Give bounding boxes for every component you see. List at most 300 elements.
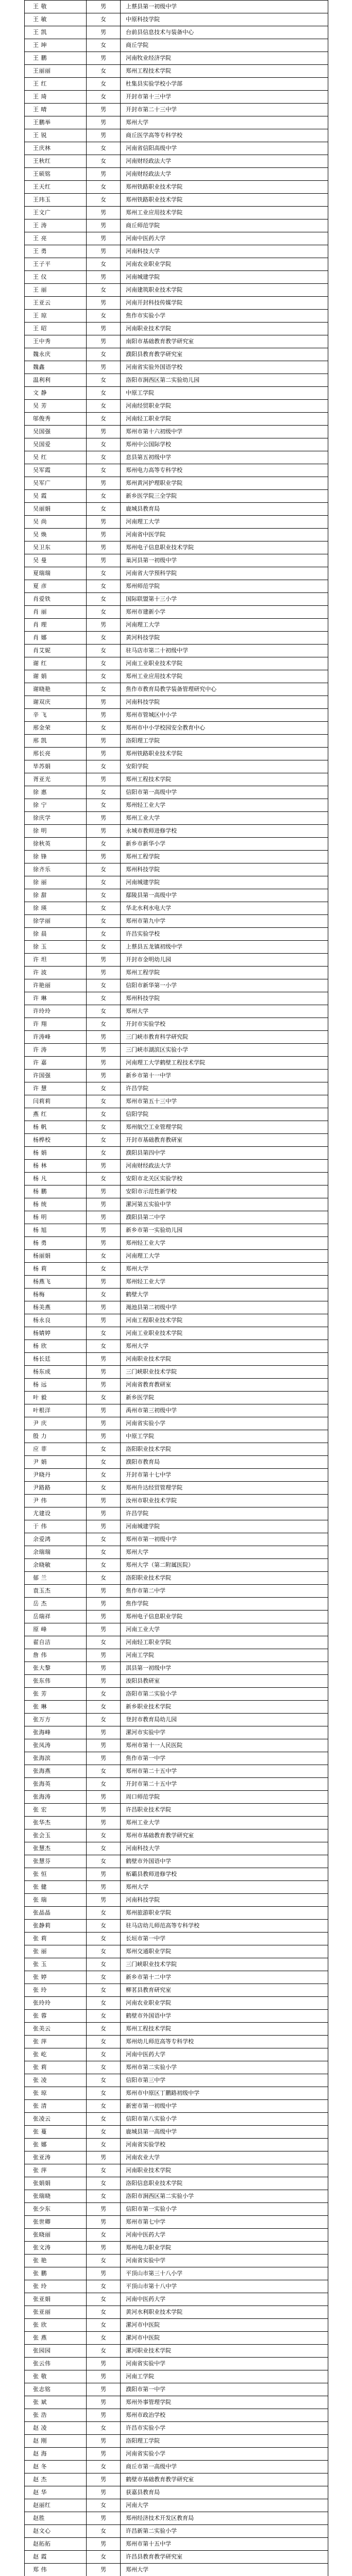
gender-cell: 男 [87, 361, 121, 374]
name-cell: 杨桦校 [25, 1134, 87, 1147]
gender-cell: 男 [87, 1276, 121, 1289]
name-cell: 王 晴 [25, 104, 87, 116]
organization-cell: 河南省实验小学 [121, 2448, 328, 2461]
name-cell: 张 萍 [25, 2036, 87, 2048]
gender-cell: 女 [87, 464, 121, 477]
name-cell: 夏 彦 [25, 580, 87, 593]
name-cell: 王硕铭 [25, 168, 87, 181]
organization-cell: 黄河水利职业技术学院 [121, 2306, 328, 2319]
name-cell: 杨 统 [25, 1198, 87, 1211]
organization-cell: 焦作学院 [121, 1598, 328, 1611]
organization-cell: 新密市第一初级中学 [121, 2100, 328, 2113]
organization-cell: 河南科技学院 [121, 1894, 328, 1907]
table-row [25, 786, 328, 799]
table-row [25, 1237, 328, 1250]
table-row [25, 1868, 328, 1881]
table-row [25, 979, 328, 992]
organization-cell: 登封市教育局幼儿园 [121, 1714, 328, 1726]
name-cell: 应 菲 [25, 1443, 87, 1456]
organization-cell: 濮阳县教育教学研究室 [121, 348, 328, 361]
name-cell: 夏瑞瑞 [25, 567, 87, 580]
gender-cell: 女 [87, 2087, 121, 2100]
gender-cell: 女 [87, 889, 121, 902]
name-cell: 徐学丽 [25, 915, 87, 928]
name-cell: 谢晓艳 [25, 683, 87, 696]
table-row [25, 1533, 328, 1546]
name-cell: 张 欣 [25, 2319, 87, 2332]
gender-cell: 女 [87, 1340, 121, 1353]
table-row [25, 2525, 328, 2538]
name-cell: 吴 曼 [25, 554, 87, 567]
gender-cell: 女 [87, 1778, 121, 1791]
organization-cell: 河南工程职业技术学院 [121, 1314, 328, 1327]
organization-cell: 郑州轻工业大学 [121, 1276, 328, 1289]
gender-cell: 女 [87, 2036, 121, 2048]
gender-cell: 女 [87, 348, 121, 361]
organization-cell: 河南省中医学院 [121, 529, 328, 541]
gender-cell: 女 [87, 799, 121, 812]
organization-cell: 郑州外事管理学院 [121, 2396, 328, 2409]
organization-cell: 许昌职业技术学院 [121, 1804, 328, 1817]
organization-cell: 濮阳县第二中学 [121, 1211, 328, 1224]
gender-cell: 女 [87, 1018, 121, 1031]
organization-cell: 河南省大学预科学院 [121, 567, 328, 580]
name-cell: 燕 红 [25, 1108, 87, 1121]
gender-cell: 女 [87, 413, 121, 426]
gender-cell: 男 [87, 52, 121, 65]
name-cell: 杨梅 [25, 1289, 87, 1301]
table-row [25, 1585, 328, 1598]
name-cell: 张 芳 [25, 1688, 87, 1701]
table-row [25, 1289, 328, 1301]
gender-cell: 男 [87, 104, 121, 116]
name-cell: 杨 鹏 [25, 1185, 87, 1198]
gender-cell: 女 [87, 1636, 121, 1649]
gender-cell: 女 [87, 91, 121, 104]
name-cell: 杨 远 [25, 1379, 87, 1392]
gender-cell: 男 [87, 477, 121, 490]
table-row [25, 1675, 328, 1688]
table-row [25, 2164, 328, 2177]
name-cell: 吴卫东 [25, 541, 87, 554]
gender-cell: 女 [87, 2074, 121, 2087]
organization-cell: 郑州电力职业学院 [121, 2242, 328, 2255]
organization-cell: 郑州工程技术学院 [121, 773, 328, 786]
gender-cell: 女 [87, 2126, 121, 2139]
organization-cell: 郑州交通职业学院 [121, 1945, 328, 1958]
gender-cell: 女 [87, 503, 121, 516]
gender-cell: 男 [87, 2383, 121, 2396]
organization-cell: 郑州航空工业管理学院 [121, 1121, 328, 1134]
name-cell: 王 丽 [25, 284, 87, 297]
organization-cell: 商丘学院 [121, 39, 328, 52]
gender-cell: 女 [87, 786, 121, 799]
organization-cell: 河南农业职业学院 [121, 258, 328, 271]
gender-cell: 男 [87, 232, 121, 245]
name-cell: 徐秋英 [25, 838, 87, 851]
organization-cell: 郑州轻工业大学 [121, 1237, 328, 1250]
name-cell: 王 仪 [25, 271, 87, 284]
name-cell: 邢 凯 [25, 735, 87, 748]
name-cell: 许玲玲 [25, 1005, 87, 1018]
name-cell: 余瑞瑞 [25, 1546, 87, 1559]
organization-cell: 三门峡职业技术学院 [121, 1958, 328, 1971]
name-cell: 赵 刚 [25, 2435, 87, 2448]
table-row [25, 1688, 328, 1701]
name-cell: 余晓敏 [25, 1559, 87, 1572]
gender-cell: 女 [87, 13, 121, 26]
gender-cell: 男 [87, 2151, 121, 2164]
gender-cell: 女 [87, 2177, 121, 2190]
table-row [25, 52, 328, 65]
name-cell: 徐 锋 [25, 851, 87, 863]
gender-cell: 女 [87, 451, 121, 464]
table-row [25, 516, 328, 529]
table-row [25, 1649, 328, 1662]
table-row [25, 1701, 328, 1714]
table-row [25, 39, 328, 52]
name-cell: 原 峰 [25, 1623, 87, 1636]
table-row [25, 2538, 328, 2551]
table-row [25, 2383, 328, 2396]
gender-cell: 女 [87, 65, 121, 78]
gender-cell: 男 [87, 1185, 121, 1198]
name-cell: 张玲玲 [25, 1997, 87, 2010]
gender-cell: 女 [87, 670, 121, 683]
gender-cell: 男 [87, 1379, 121, 1392]
name-cell: 谢 娟 [25, 670, 87, 683]
name-cell: 张海滨 [25, 1752, 87, 1765]
organization-cell: 河南省实验中学 [121, 2255, 328, 2267]
gender-cell: 女 [87, 2113, 121, 2126]
gender-cell: 女 [87, 387, 121, 400]
table-row [25, 838, 328, 851]
organization-cell: 洛阳职业技术学院 [121, 1443, 328, 1456]
gender-cell: 男 [87, 1237, 121, 1250]
name-cell: 翟自洁 [25, 1636, 87, 1649]
name-cell: 王 勇 [25, 245, 87, 258]
organization-cell: 郑州大学（第二附属医院） [121, 1559, 328, 1572]
name-cell: 文 静 [25, 387, 87, 400]
table-row [25, 2358, 328, 2370]
gender-cell: 女 [87, 1572, 121, 1585]
name-cell: 郑 伟 [25, 2564, 87, 2576]
organization-cell: 郑州科技学院 [121, 992, 328, 1005]
name-cell: 肖艾妮 [25, 645, 87, 657]
name-cell: 许 涛 [25, 1044, 87, 1057]
name-cell: 肖 娜 [25, 632, 87, 645]
table-row [25, 2087, 328, 2100]
table-row [25, 129, 328, 142]
table-row [25, 168, 328, 181]
gender-cell: 女 [87, 1250, 121, 1263]
organization-cell: 河南中医药大学 [121, 2229, 328, 2242]
organization-cell: 浚阳县教研室 [121, 1675, 328, 1688]
table-row [25, 2036, 328, 2048]
gender-cell: 男 [87, 1752, 121, 1765]
organization-cell: 河南财经政法大学 [121, 155, 328, 168]
name-cell: 许 慧 [25, 1082, 87, 1095]
organization-cell: 淇县第一初级中学 [121, 1662, 328, 1675]
gender-cell: 女 [87, 2061, 121, 2074]
name-cell: 闫莉莉 [25, 1095, 87, 1108]
name-cell: 许艳丽 [25, 979, 87, 992]
gender-cell: 男 [87, 825, 121, 838]
organization-cell: 洛阳理工学院 [121, 735, 328, 748]
gender-cell: 女 [87, 1829, 121, 1842]
gender-cell: 女 [87, 722, 121, 735]
table-row [25, 2499, 328, 2512]
gender-cell: 男 [87, 1662, 121, 1675]
name-cell: 尹路路 [25, 1482, 87, 1495]
table-row [25, 258, 328, 271]
gender-cell: 男 [87, 1417, 121, 1430]
name-cell: 张晶晶 [25, 1907, 87, 1920]
table-row [25, 1018, 328, 1031]
table-row [25, 1379, 328, 1392]
table-row [25, 348, 328, 361]
organization-cell: 商丘师范学院 [121, 219, 328, 232]
table-row [25, 323, 328, 335]
name-cell: 吴军广 [25, 477, 87, 490]
gender-cell: 男 [87, 1070, 121, 1082]
organization-cell: 汝州市职业技术学院 [121, 1495, 328, 1507]
organization-cell: 河南职业技术学院 [121, 1353, 328, 1366]
table-row [25, 2370, 328, 2383]
name-cell: 杨美燕 [25, 1301, 87, 1314]
table-row [25, 1714, 328, 1726]
name-cell: 王天红 [25, 181, 87, 194]
name-cell: 张慧杰 [25, 1842, 87, 1855]
table-row [25, 2396, 328, 2409]
name-cell: 张 玲 [25, 2280, 87, 2293]
name-cell: 王亚云 [25, 297, 87, 310]
organization-cell: 河南科技大学 [121, 245, 328, 258]
table-row [25, 1031, 328, 1044]
table-row [25, 1224, 328, 1237]
organization-cell: 焦作市教育局教学装备管理研究中心 [121, 683, 328, 696]
organization-cell: 河南农业职业学院 [121, 1997, 328, 2010]
gender-cell: 女 [87, 1933, 121, 1945]
name-cell: 张 浩 [25, 2409, 87, 2422]
table-row [25, 1907, 328, 1920]
gender-cell: 男 [87, 1881, 121, 1894]
gender-cell: 女 [87, 1945, 121, 1958]
gender-cell: 男 [87, 2512, 121, 2525]
name-cell: 许 坦 [25, 954, 87, 967]
gender-cell: 男 [87, 1, 121, 13]
name-cell: 杨长廷 [25, 1353, 87, 1366]
name-cell: 吴丽娟 [25, 503, 87, 516]
organization-cell: 郑州市基础教育教学研究室 [121, 1829, 328, 1842]
gender-cell: 女 [87, 1920, 121, 1933]
table-row [25, 825, 328, 838]
gender-cell: 女 [87, 2525, 121, 2538]
gender-cell: 女 [87, 374, 121, 387]
gender-cell: 女 [87, 2164, 121, 2177]
organization-cell: 郑州大学 [121, 1005, 328, 1018]
gender-cell: 男 [87, 2448, 121, 2461]
organization-cell: 安阳学院 [121, 760, 328, 773]
table-row [25, 1095, 328, 1108]
table-row [25, 65, 328, 78]
table-row [25, 1082, 328, 1095]
table-row [25, 1057, 328, 1070]
organization-cell: 新乡市第十一中学 [121, 1070, 328, 1082]
gender-cell: 女 [87, 400, 121, 413]
name-cell: 许 琳 [25, 992, 87, 1005]
name-cell: 吴 红 [25, 451, 87, 464]
table-row [25, 683, 328, 696]
gender-cell: 女 [87, 1173, 121, 1185]
gender-cell: 男 [87, 1726, 121, 1739]
gender-cell: 男 [87, 773, 121, 786]
table-row [25, 606, 328, 619]
table-row [25, 155, 328, 168]
table-row [25, 2242, 328, 2255]
table-row [25, 992, 328, 1005]
table-row [25, 1945, 328, 1958]
organization-cell: 河南省实验小学 [121, 1417, 328, 1430]
name-cell: 郁 兰 [25, 1572, 87, 1585]
gender-cell: 女 [87, 1456, 121, 1469]
name-cell: 杨 旭 [25, 1224, 87, 1237]
gender-cell: 女 [87, 1997, 121, 2010]
table-row [25, 554, 328, 567]
organization-cell: 河南农业大学 [121, 2151, 328, 2164]
name-cell: 王 凯 [25, 26, 87, 39]
name-cell: 吴 芳 [25, 400, 87, 413]
name-cell: 徐 晨 [25, 928, 87, 941]
gender-cell: 女 [87, 632, 121, 645]
gender-cell: 女 [87, 1958, 121, 1971]
name-cell: 杨 林 [25, 1160, 87, 1173]
table-row [25, 1314, 328, 1327]
organization-cell: 鹤壁大学 [121, 1289, 328, 1301]
organization-cell: 开封市第十三中学 [121, 91, 328, 104]
organization-cell: 郑州中公国际学校 [121, 438, 328, 451]
gender-cell: 男 [87, 516, 121, 529]
gender-cell: 女 [87, 876, 121, 889]
gender-cell: 男 [87, 1353, 121, 1366]
table-row [25, 1198, 328, 1211]
gender-cell: 女 [87, 1263, 121, 1276]
name-cell: 吴 焕 [25, 529, 87, 541]
table-row [25, 142, 328, 155]
gender-cell: 女 [87, 2332, 121, 2345]
organization-cell: 郑州市第二十五中学 [121, 1765, 328, 1778]
organization-cell: 渑池县第二初级中学 [121, 1301, 328, 1314]
gender-cell: 女 [87, 1121, 121, 1134]
organization-cell: 漯河市实验中学 [121, 1726, 328, 1739]
organization-cell: 河南省教育教研室 [121, 1379, 328, 1392]
name-cell: 杨 凡 [25, 1173, 87, 1185]
gender-cell: 男 [87, 1649, 121, 1662]
table-row [25, 1070, 328, 1082]
gender-cell: 男 [87, 1520, 121, 1533]
organization-cell: 河南省实验学校 [121, 2139, 328, 2151]
table-row [25, 426, 328, 438]
gender-cell: 男 [87, 1160, 121, 1173]
name-cell: 王 鹏 [25, 52, 87, 65]
organization-cell: 中原科技学院 [121, 13, 328, 26]
gender-cell: 女 [87, 2345, 121, 2358]
gender-cell: 女 [87, 992, 121, 1005]
table-row [25, 670, 328, 683]
organization-cell: 河南工业职业技术学院 [121, 657, 328, 670]
gender-cell: 女 [87, 1443, 121, 1456]
gender-cell: 男 [87, 271, 121, 284]
table-row [25, 400, 328, 413]
gender-cell: 女 [87, 1082, 121, 1095]
gender-cell: 女 [87, 284, 121, 297]
table-row [25, 2512, 328, 2525]
table-row [25, 1920, 328, 1933]
table-row [25, 2255, 328, 2267]
organization-cell: 洛阳职业技术学院 [121, 1572, 328, 1585]
organization-cell: 郑州大学 [121, 1340, 328, 1353]
table-row [25, 2319, 328, 2332]
organization-cell: 河南职业技术学院 [121, 2164, 328, 2177]
gender-cell: 男 [87, 323, 121, 335]
gender-cell: 男 [87, 851, 121, 863]
organization-cell: 河南职业技术学院 [121, 323, 328, 335]
gender-cell: 女 [87, 2551, 121, 2564]
gender-cell: 女 [87, 2461, 121, 2473]
organization-cell: 河南工业大学 [121, 1623, 328, 1636]
table-row [25, 1739, 328, 1752]
name-cell: 赵 杰 [25, 2473, 87, 2486]
gender-cell: 男 [87, 2203, 121, 2216]
gender-cell: 女 [87, 1134, 121, 1147]
table-row [25, 1469, 328, 1482]
table-row [25, 374, 328, 387]
table-row [25, 181, 328, 194]
organization-cell: 郑州大学 [121, 1263, 328, 1276]
name-cell: 王丽丽 [25, 65, 87, 78]
gender-cell: 男 [87, 116, 121, 129]
organization-cell: 禹州市第三初级中学 [121, 1404, 328, 1417]
gender-cell: 男 [87, 735, 121, 748]
organization-cell: 郑州市第七中学 [121, 2216, 328, 2229]
organization-cell: 新乡医学院 [121, 1392, 328, 1404]
table-row [25, 2435, 328, 2448]
organization-cell: 郑州市第二实验小学 [121, 2061, 328, 2074]
name-cell: 张 莉 [25, 2061, 87, 2074]
table-row [25, 928, 328, 941]
organization-cell: 郑州大学 [121, 1546, 328, 1559]
name-cell: 张晓丽 [25, 2229, 87, 2242]
organization-cell: 郑州市建新小学 [121, 606, 328, 619]
table-row [25, 1855, 328, 1868]
organization-cell: 河南城建学院 [121, 1520, 328, 1533]
name-cell: 张凤涛 [25, 1739, 87, 1752]
name-cell: 徐 明 [25, 825, 87, 838]
organization-cell: 郑州科技学院 [121, 863, 328, 876]
organization-cell: 开封市第二十三中学 [121, 104, 328, 116]
gender-cell: 女 [87, 1688, 121, 1701]
gender-cell: 女 [87, 2422, 121, 2435]
name-cell: 詹 伟 [25, 1649, 87, 1662]
name-cell: 赵 海 [25, 2448, 87, 2461]
name-cell: 张华杰 [25, 1817, 87, 1829]
gender-cell: 男 [87, 2538, 121, 2551]
table-row [25, 1263, 328, 1276]
name-cell: 杨婧婷 [25, 1327, 87, 1340]
table-row [25, 2422, 328, 2435]
table-row [25, 490, 328, 503]
table-row [25, 1392, 328, 1404]
